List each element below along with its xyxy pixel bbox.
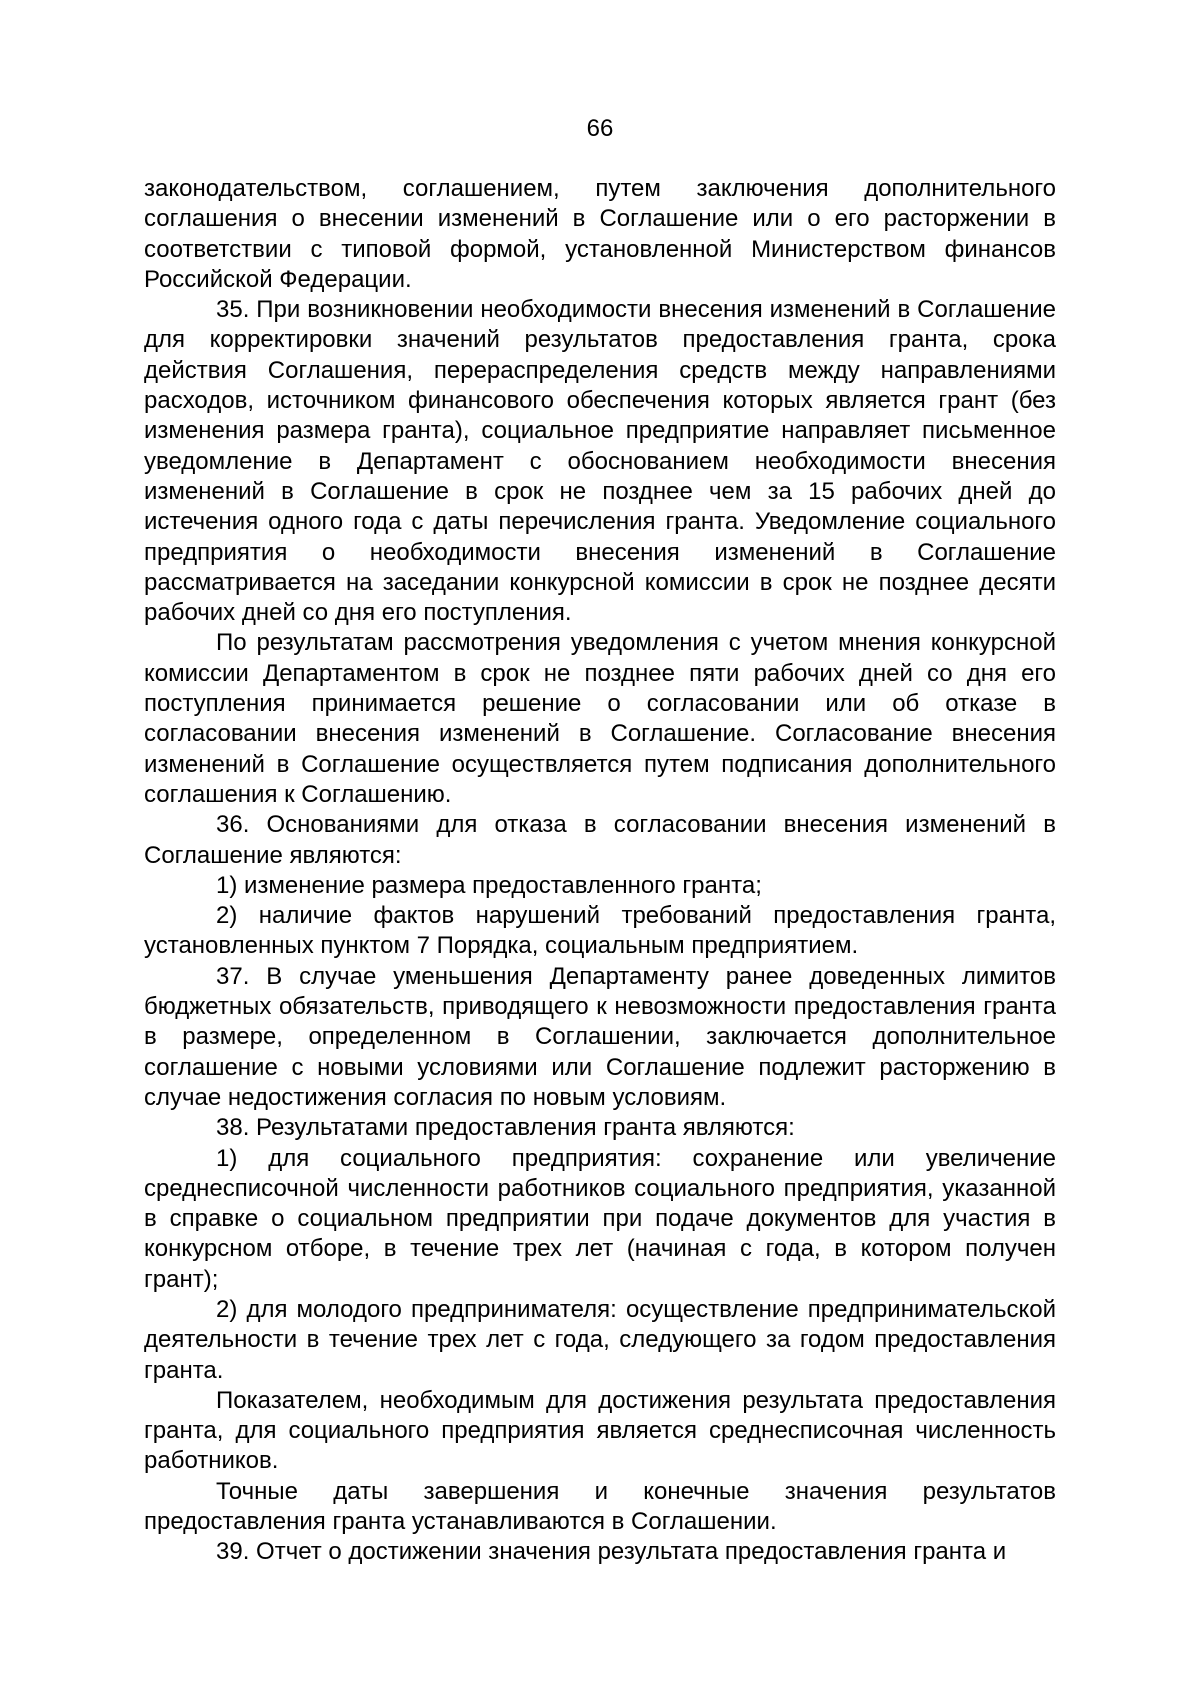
paragraph: Точные даты завершения и конечные значения результатов предоставления гранта устанавливаются в Соглашении. (144, 1477, 1056, 1536)
paragraph: 39. Отчет о достижении значения результата предоставления гранта и (216, 1538, 1007, 1566)
document-body (144, 174, 1056, 1568)
paragraph: 37. В случае уменьшения Департаменту ранее доведенных лимитов бюджетных обязательств, приводящего к невозможности предоставления гранта в размере, определенном в Соглашении, заключается дополнительное соглашение с новыми условиями или Соглашение подлежит расторжению в случае недостижения согласия по новым условиям. (144, 962, 1056, 1111)
paragraph: 2) наличие фактов нарушений требований предоставления гранта, установленных пунктом 7 Порядка, социальным предприятием. (144, 902, 1056, 960)
paragraph: 36. Основаниями для отказа в согласовании внесения изменений в Соглашение являются: (144, 811, 1056, 869)
paragraph: Показателем, необходимым для достижения результата предоставления гранта, для социального предприятия является среднесписочная численность работников. (144, 1386, 1056, 1475)
paragraph: 2) для молодого предпринимателя: осуществление предпринимательской деятельности в течение трех лет с года, следующего за годом предоставления гранта. (144, 1295, 1056, 1384)
paragraph: По результатам рассмотрения уведомления с учетом мнения конкурсной комиссии Департаментом в срок не позднее пяти рабочих дней со дня его поступления принимается решение о согласовании или об отказе в согласовании внесения изменений в Соглашение. Согласование внесения изменений в Соглашение осуществляется путем подписания дополнительного соглашения к Соглашению. (144, 629, 1056, 808)
paragraph: 1) изменение размера предоставленного гранта; (216, 871, 762, 899)
paragraph: 1) для социального предприятия: сохранение или увеличение среднесписочной численности работников социального предприятия, указанной в справке о социальном предприятии при подаче документов для участия в конкурсном отборе, в течение трех лет (начиная с года, в котором получен грант); (144, 1144, 1056, 1293)
paragraph: законодательством, соглашением, путем заключения дополнительного соглашения о внесении изменений в Соглашение или о его расторжении в соответствии с типовой формой, установленной Министерством финансов Российской Федерации. (144, 175, 1056, 293)
page-number: 66 (586, 115, 614, 142)
paragraph: 35. При возникновении необходимости внесения изменений в Соглашение для корректировки значений результатов предоставления гранта, срока действия Соглашения, перераспределения средств между направлениями расходов, источником финансового обеспечения которых является грант (без изменения размера гранта), социальное предприятие направляет письменное уведомление в Департамент с обоснованием необходимости внесения изменений в Соглашение в срок не позднее чем за 15 рабочих дней до истечения одного года с даты перечисления гранта. Уведомление социального предприятия о необходимости внесения изменений в Соглашение рассматривается на заседании конкурсной комиссии в срок не позднее десяти рабочих дней со дня его поступления. (144, 296, 1056, 627)
paragraph: 38. Результатами предоставления гранта являются: (216, 1114, 795, 1142)
